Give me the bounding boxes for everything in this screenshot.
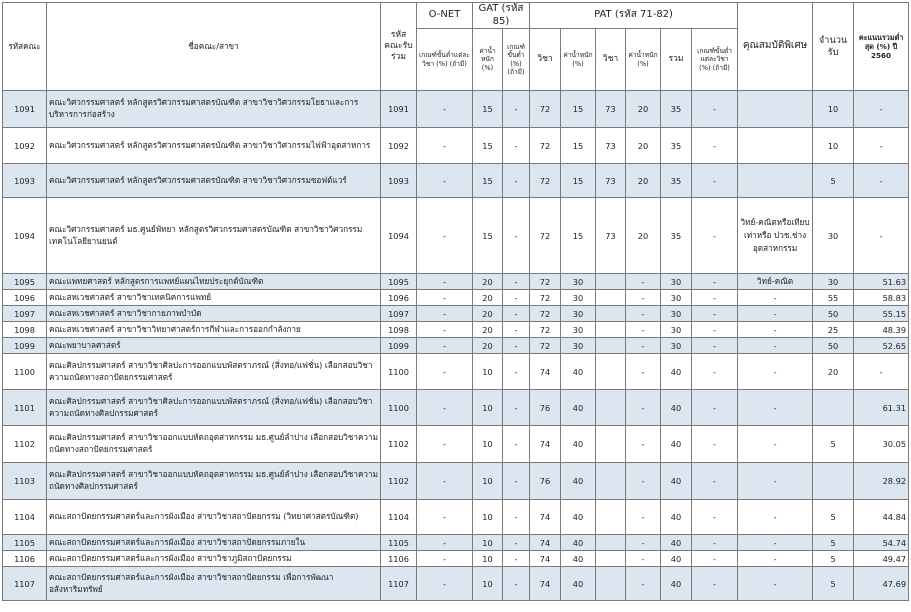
cell-code: 1101 [3, 390, 47, 426]
header-pat-min: เกณฑ์ขั้นต่ำแต่ละวิชา (%) (ถ้ามี) [692, 29, 738, 91]
cell-pat-total: 35 [661, 91, 692, 128]
cell-pat-total: 40 [661, 354, 692, 390]
table-row [3, 274, 909, 290]
cell-pat-min: - [692, 322, 738, 338]
cell-code: 1106 [3, 551, 47, 567]
cell-seats: 10 [813, 91, 854, 128]
cell-gat-weight: 10 [473, 551, 503, 567]
cell-gat-min: - [503, 567, 530, 601]
cell-joint: 1104 [381, 500, 417, 535]
cell-seats [813, 463, 854, 500]
cell-name: คณะสถาปัตยกรรมศาสตร์และการผังเมือง สาขาวิชาสถาปัตยกรรม (วิทยาศาสตรบัณฑิต) [47, 500, 381, 535]
cell-onet: - [417, 306, 473, 322]
table-row [3, 500, 909, 535]
cell-pat-subject-1: 74 [530, 426, 561, 463]
cell-score: 47.69 [854, 567, 909, 601]
cell-code: 1095 [3, 274, 47, 290]
cell-gat-weight: 20 [473, 306, 503, 322]
cell-pat-subject-2 [596, 426, 626, 463]
cell-pat-weight-2: 20 [626, 164, 661, 198]
cell-pat-subject-1: 74 [530, 567, 561, 601]
cell-pat-subject-2 [596, 338, 626, 354]
cell-pat-weight-1: 30 [561, 338, 596, 354]
cell-gat-min: - [503, 198, 530, 274]
cell-pat-weight-2: - [626, 535, 661, 551]
cell-onet: - [417, 290, 473, 306]
cell-special: วิทย์-คณิตหรือเทียบเท่าหรือ ปวช.ช่างอุตสาหกรรม [738, 198, 813, 274]
table-row [3, 338, 909, 354]
cell-pat-weight-2: - [626, 500, 661, 535]
cell-joint: 1102 [381, 463, 417, 500]
cell-gat-min: - [503, 128, 530, 164]
cell-pat-subject-1: 72 [530, 91, 561, 128]
cell-pat-weight-2: - [626, 306, 661, 322]
cell-gat-min: - [503, 164, 530, 198]
table-row [3, 354, 909, 390]
cell-pat-subject-2 [596, 551, 626, 567]
cell-gat-min: - [503, 306, 530, 322]
cell-pat-weight-1: 40 [561, 535, 596, 551]
cell-code: 1096 [3, 290, 47, 306]
cell-seats: 5 [813, 551, 854, 567]
cell-pat-weight-2: - [626, 390, 661, 426]
cell-special: - [738, 463, 813, 500]
cell-special: - [738, 354, 813, 390]
cell-gat-min: - [503, 500, 530, 535]
cell-onet: - [417, 322, 473, 338]
cell-pat-subject-1: 74 [530, 354, 561, 390]
header-pat-weight-1: ค่าน้ำหนัก (%) [561, 29, 596, 91]
admission-table [2, 2, 909, 601]
cell-pat-min: - [692, 274, 738, 290]
cell-joint: 1100 [381, 390, 417, 426]
cell-special: - [738, 322, 813, 338]
cell-pat-weight-1: 40 [561, 354, 596, 390]
cell-name: คณะวิศวกรรมศาสตร์ หลักสูตรวิศวกรรมศาสตรบัณฑิต สาขาวิชาวิศวกรรมไฟฟ้าอุตสาหการ [47, 128, 381, 164]
cell-gat-weight: 10 [473, 390, 503, 426]
cell-gat-weight: 20 [473, 274, 503, 290]
cell-score: 54.74 [854, 535, 909, 551]
table-row [3, 198, 909, 274]
cell-pat-min: - [692, 306, 738, 322]
cell-pat-weight-2: - [626, 426, 661, 463]
cell-code: 1103 [3, 463, 47, 500]
header-code: รหัสคณะ [3, 3, 47, 91]
cell-pat-weight-2: 20 [626, 128, 661, 164]
cell-score: 51.63 [854, 274, 909, 290]
cell-pat-subject-1: 72 [530, 164, 561, 198]
cell-special: - [738, 390, 813, 426]
cell-name: คณะสหเวชศาสตร์ สาขาวิชาวิทยาศาสตร์การกีฬาและการออกกำลังกาย [47, 322, 381, 338]
cell-pat-subject-2: 73 [596, 164, 626, 198]
cell-special: - [738, 338, 813, 354]
header-joint-code: รหัสคณะรับร่วม [381, 3, 417, 91]
cell-gat-weight: 20 [473, 338, 503, 354]
cell-onet: - [417, 91, 473, 128]
cell-pat-total: 30 [661, 306, 692, 322]
cell-gat-min: - [503, 274, 530, 290]
cell-score: 55.15 [854, 306, 909, 322]
cell-onet: - [417, 164, 473, 198]
cell-pat-total: 40 [661, 567, 692, 601]
cell-pat-min: - [692, 390, 738, 426]
cell-joint: 1100 [381, 354, 417, 390]
cell-joint: 1093 [381, 164, 417, 198]
cell-name: คณะสถาปัตยกรรมศาสตร์และการผังเมือง สาขาวิชาสถาปัตยกรรมภายใน [47, 535, 381, 551]
cell-pat-subject-1: 72 [530, 198, 561, 274]
cell-joint: 1102 [381, 426, 417, 463]
table-row [3, 322, 909, 338]
cell-special: - [738, 290, 813, 306]
cell-score: 52.65 [854, 338, 909, 354]
cell-gat-weight: 20 [473, 322, 503, 338]
cell-pat-total: 35 [661, 128, 692, 164]
cell-pat-total: 35 [661, 164, 692, 198]
cell-code: 1104 [3, 500, 47, 535]
cell-gat-min: - [503, 290, 530, 306]
header-gat-weight: ค่าน้ำหนัก (%) [473, 29, 503, 91]
table-row [3, 390, 909, 426]
header-onet-min: เกณฑ์ขั้นต่ำแต่ละวิชา (%) (ถ้ามี) [417, 29, 473, 91]
cell-name: คณะศิลปกรรมศาสตร์ สาขาวิชาศิลปะการออกแบบพัสตราภรณ์ (สิ่งทอ/แฟชั่น) เลือกสอบวิชาความถนัดทางสถาปัตยกรรมศาสตร์ [47, 354, 381, 390]
table-row [3, 567, 909, 601]
header-pat: PAT (รหัส 71-82) [530, 3, 738, 29]
cell-pat-subject-1: 74 [530, 535, 561, 551]
cell-gat-weight: 10 [473, 500, 503, 535]
cell-pat-subject-1: 72 [530, 338, 561, 354]
cell-pat-subject-2 [596, 567, 626, 601]
cell-seats: 50 [813, 306, 854, 322]
cell-pat-weight-1: 40 [561, 567, 596, 601]
table-row [3, 91, 909, 128]
cell-seats: 20 [813, 354, 854, 390]
cell-pat-weight-2: 20 [626, 198, 661, 274]
cell-score: - [854, 91, 909, 128]
cell-pat-total: 30 [661, 290, 692, 306]
cell-joint: 1107 [381, 567, 417, 601]
cell-pat-weight-2: - [626, 274, 661, 290]
cell-pat-min: - [692, 535, 738, 551]
cell-pat-weight-2: - [626, 322, 661, 338]
cell-pat-total: 30 [661, 274, 692, 290]
cell-pat-subject-2 [596, 290, 626, 306]
cell-pat-subject-2 [596, 535, 626, 551]
cell-pat-min: - [692, 463, 738, 500]
cell-pat-subject-1: 72 [530, 322, 561, 338]
table-row [3, 306, 909, 322]
cell-joint: 1097 [381, 306, 417, 322]
cell-pat-total: 30 [661, 338, 692, 354]
cell-joint: 1091 [381, 91, 417, 128]
cell-gat-weight: 15 [473, 164, 503, 198]
table-row [3, 290, 909, 306]
cell-score: - [854, 128, 909, 164]
cell-seats: 50 [813, 338, 854, 354]
cell-pat-weight-2: 20 [626, 91, 661, 128]
cell-pat-subject-1: 72 [530, 290, 561, 306]
header-pat-total: รวม [661, 29, 692, 91]
cell-code: 1091 [3, 91, 47, 128]
cell-name: คณะสหเวชศาสตร์ สาขาวิชากายภาพบำบัด [47, 306, 381, 322]
cell-name: คณะวิศวกรรมศาสตร์ หลักสูตรวิศวกรรมศาสตรบัณฑิต สาขาวิชาวิศวกรรมซอฟต์แวร์ [47, 164, 381, 198]
header-pat-weight-2: ค่าน้ำหนัก (%) [626, 29, 661, 91]
cell-joint: 1099 [381, 338, 417, 354]
cell-gat-weight: 20 [473, 290, 503, 306]
cell-code: 1102 [3, 426, 47, 463]
cell-pat-subject-1: 72 [530, 274, 561, 290]
cell-seats: 5 [813, 535, 854, 551]
cell-onet: - [417, 426, 473, 463]
cell-joint: 1098 [381, 322, 417, 338]
cell-pat-subject-2 [596, 463, 626, 500]
cell-pat-subject-2 [596, 354, 626, 390]
cell-pat-total: 40 [661, 551, 692, 567]
cell-pat-weight-1: 15 [561, 128, 596, 164]
cell-onet: - [417, 567, 473, 601]
cell-pat-min: - [692, 91, 738, 128]
cell-pat-min: - [692, 551, 738, 567]
cell-pat-min: - [692, 198, 738, 274]
cell-name: คณะแพทยศาสตร์ หลักสูตรการแพทย์แผนไทยประยุกต์บัณฑิต [47, 274, 381, 290]
cell-pat-weight-1: 30 [561, 322, 596, 338]
table-row [3, 426, 909, 463]
cell-code: 1100 [3, 354, 47, 390]
cell-pat-min: - [692, 338, 738, 354]
cell-score: 44.84 [854, 500, 909, 535]
cell-onet: - [417, 274, 473, 290]
cell-gat-weight: 10 [473, 463, 503, 500]
header-pat-subject-2: วิชา [596, 29, 626, 91]
cell-seats: 10 [813, 128, 854, 164]
cell-seats: 25 [813, 322, 854, 338]
cell-gat-min: - [503, 322, 530, 338]
cell-pat-subject-1: 74 [530, 551, 561, 567]
cell-pat-total: 40 [661, 535, 692, 551]
cell-special [738, 128, 813, 164]
cell-special: วิทย์-คณิต [738, 274, 813, 290]
cell-pat-subject-1: 76 [530, 390, 561, 426]
cell-name: คณะพยาบาลศาสตร์ [47, 338, 381, 354]
cell-onet: - [417, 535, 473, 551]
cell-pat-subject-1: 72 [530, 128, 561, 164]
cell-seats: 30 [813, 274, 854, 290]
header-seats: จำนวนรับ [813, 3, 854, 91]
cell-code: 1092 [3, 128, 47, 164]
cell-score: - [854, 198, 909, 274]
cell-score: 48.39 [854, 322, 909, 338]
cell-code: 1097 [3, 306, 47, 322]
cell-pat-min: - [692, 567, 738, 601]
cell-score: - [854, 164, 909, 198]
cell-pat-weight-2: - [626, 567, 661, 601]
cell-onet: - [417, 354, 473, 390]
cell-special: - [738, 500, 813, 535]
cell-score: - [854, 354, 909, 390]
cell-joint: 1096 [381, 290, 417, 306]
table-row [3, 463, 909, 500]
cell-seats: 5 [813, 500, 854, 535]
header-min-score: คะแนนรวมต่ำสุด (%) ปี 2560 [854, 3, 909, 91]
cell-pat-subject-2 [596, 500, 626, 535]
cell-pat-weight-1: 15 [561, 198, 596, 274]
header-gat: GAT (รหัส 85) [473, 3, 530, 29]
cell-pat-total: 35 [661, 198, 692, 274]
cell-pat-weight-2: - [626, 354, 661, 390]
cell-score: 61.31 [854, 390, 909, 426]
cell-special: - [738, 567, 813, 601]
cell-score: 49.47 [854, 551, 909, 567]
cell-pat-weight-1: 40 [561, 463, 596, 500]
cell-pat-weight-1: 40 [561, 390, 596, 426]
cell-gat-min: - [503, 535, 530, 551]
cell-pat-weight-2: - [626, 551, 661, 567]
cell-name: คณะศิลปกรรมศาสตร์ สาขาวิชาออกแบบหัตถอุตสาหกรรม มธ.ศูนย์ลำปาง เลือกสอบวิชาความถนัดทางสถาปัตยกรรมศาสตร์ [47, 426, 381, 463]
cell-pat-total: 40 [661, 463, 692, 500]
cell-score: 30.05 [854, 426, 909, 463]
cell-seats: 5 [813, 426, 854, 463]
cell-gat-min: - [503, 551, 530, 567]
cell-code: 1098 [3, 322, 47, 338]
cell-gat-weight: 10 [473, 535, 503, 551]
header-gat-min: เกณฑ์ขั้นต่ำ (%) (ถ้ามี) [503, 29, 530, 91]
cell-score: 28.92 [854, 463, 909, 500]
cell-name: คณะสถาปัตยกรรมศาสตร์และการผังเมือง สาขาวิชาสถาปัตยกรรม เพื่อการพัฒนาอสังหาริมทรัพย์ [47, 567, 381, 601]
cell-special [738, 164, 813, 198]
cell-name: คณะวิศวกรรมศาสตร์ หลักสูตรวิศวกรรมศาสตรบัณฑิต สาขาวิชาวิศวกรรมโยธาและการบริหารการก่อสร้าง [47, 91, 381, 128]
cell-onet: - [417, 551, 473, 567]
cell-joint: 1105 [381, 535, 417, 551]
cell-pat-subject-2: 73 [596, 91, 626, 128]
cell-pat-subject-2 [596, 322, 626, 338]
cell-onet: - [417, 463, 473, 500]
cell-gat-weight: 15 [473, 128, 503, 164]
cell-gat-min: - [503, 338, 530, 354]
cell-onet: - [417, 390, 473, 426]
cell-pat-subject-2 [596, 390, 626, 426]
cell-pat-subject-2 [596, 274, 626, 290]
cell-name: คณะศิลปกรรมศาสตร์ สาขาวิชาศิลปะการออกแบบพัสตราภรณ์ (สิ่งทอ/แฟชั่น) เลือกสอบวิชาความถนัดทางศิลปกรรมศาสตร์ [47, 390, 381, 426]
cell-name: คณะวิศวกรรมศาสตร์ มธ.ศูนย์พัทยา หลักสูตรวิศวกรรมศาสตรบัณฑิต สาขาวิชาวิศวกรรมเทคโนโลยียานยนต์ [47, 198, 381, 274]
cell-pat-weight-1: 40 [561, 426, 596, 463]
cell-gat-min: - [503, 91, 530, 128]
cell-joint: 1092 [381, 128, 417, 164]
cell-pat-weight-1: 30 [561, 274, 596, 290]
table-row [3, 535, 909, 551]
cell-name: คณะสถาปัตยกรรมศาสตร์และการผังเมือง สาขาวิชาภูมิสถาปัตยกรรม [47, 551, 381, 567]
cell-pat-total: 40 [661, 390, 692, 426]
cell-gat-min: - [503, 463, 530, 500]
cell-pat-weight-1: 30 [561, 306, 596, 322]
cell-pat-subject-1: 74 [530, 500, 561, 535]
cell-special [738, 91, 813, 128]
cell-pat-subject-1: 72 [530, 306, 561, 322]
cell-name: คณะศิลปกรรมศาสตร์ สาขาวิชาออกแบบหัตถอุตสาหกรรม มธ.ศูนย์ลำปาง เลือกสอบวิชาความถนัดทางศิลปกรรมศาสตร์ [47, 463, 381, 500]
cell-pat-subject-2: 73 [596, 198, 626, 274]
cell-special: - [738, 306, 813, 322]
cell-pat-weight-2: - [626, 338, 661, 354]
cell-pat-min: - [692, 290, 738, 306]
cell-pat-min: - [692, 164, 738, 198]
cell-pat-subject-2: 73 [596, 128, 626, 164]
cell-seats [813, 390, 854, 426]
cell-joint: 1106 [381, 551, 417, 567]
cell-pat-total: 40 [661, 500, 692, 535]
cell-pat-min: - [692, 500, 738, 535]
cell-pat-weight-1: 30 [561, 290, 596, 306]
cell-pat-weight-2: - [626, 463, 661, 500]
cell-code: 1094 [3, 198, 47, 274]
cell-code: 1093 [3, 164, 47, 198]
header-name: ชื่อคณะ/สาขา [47, 3, 381, 91]
cell-pat-weight-2: - [626, 290, 661, 306]
table-row [3, 164, 909, 198]
cell-onet: - [417, 500, 473, 535]
cell-gat-weight: 10 [473, 567, 503, 601]
cell-pat-min: - [692, 128, 738, 164]
cell-pat-weight-1: 15 [561, 91, 596, 128]
cell-pat-total: 30 [661, 322, 692, 338]
cell-gat-weight: 10 [473, 426, 503, 463]
cell-gat-min: - [503, 426, 530, 463]
header-pat-subject-1: วิชา [530, 29, 561, 91]
cell-seats: 55 [813, 290, 854, 306]
cell-gat-min: - [503, 354, 530, 390]
cell-code: 1099 [3, 338, 47, 354]
cell-pat-min: - [692, 354, 738, 390]
header-onet: O-NET [417, 3, 473, 29]
cell-special: - [738, 426, 813, 463]
cell-pat-min: - [692, 426, 738, 463]
cell-pat-subject-2 [596, 306, 626, 322]
cell-name: คณะสหเวชศาสตร์ สาขาวิชาเทคนิคการแพทย์ [47, 290, 381, 306]
cell-pat-weight-1: 40 [561, 551, 596, 567]
cell-score: 58.83 [854, 290, 909, 306]
cell-pat-weight-1: 40 [561, 500, 596, 535]
cell-onet: - [417, 338, 473, 354]
header-special: คุณสมบัติพิเศษ [738, 3, 813, 91]
cell-joint: 1095 [381, 274, 417, 290]
cell-seats: 30 [813, 198, 854, 274]
cell-gat-weight: 15 [473, 91, 503, 128]
cell-pat-total: 40 [661, 426, 692, 463]
header-row-groups [3, 3, 909, 29]
cell-code: 1105 [3, 535, 47, 551]
cell-gat-weight: 15 [473, 198, 503, 274]
cell-gat-min: - [503, 390, 530, 426]
table-row [3, 128, 909, 164]
cell-code: 1107 [3, 567, 47, 601]
table-row [3, 551, 909, 567]
cell-onet: - [417, 198, 473, 274]
cell-pat-weight-1: 15 [561, 164, 596, 198]
cell-joint: 1094 [381, 198, 417, 274]
cell-seats: 5 [813, 567, 854, 601]
cell-special: - [738, 551, 813, 567]
cell-special: - [738, 535, 813, 551]
cell-pat-subject-1: 76 [530, 463, 561, 500]
cell-seats: 5 [813, 164, 854, 198]
cell-gat-weight: 10 [473, 354, 503, 390]
cell-onet: - [417, 128, 473, 164]
